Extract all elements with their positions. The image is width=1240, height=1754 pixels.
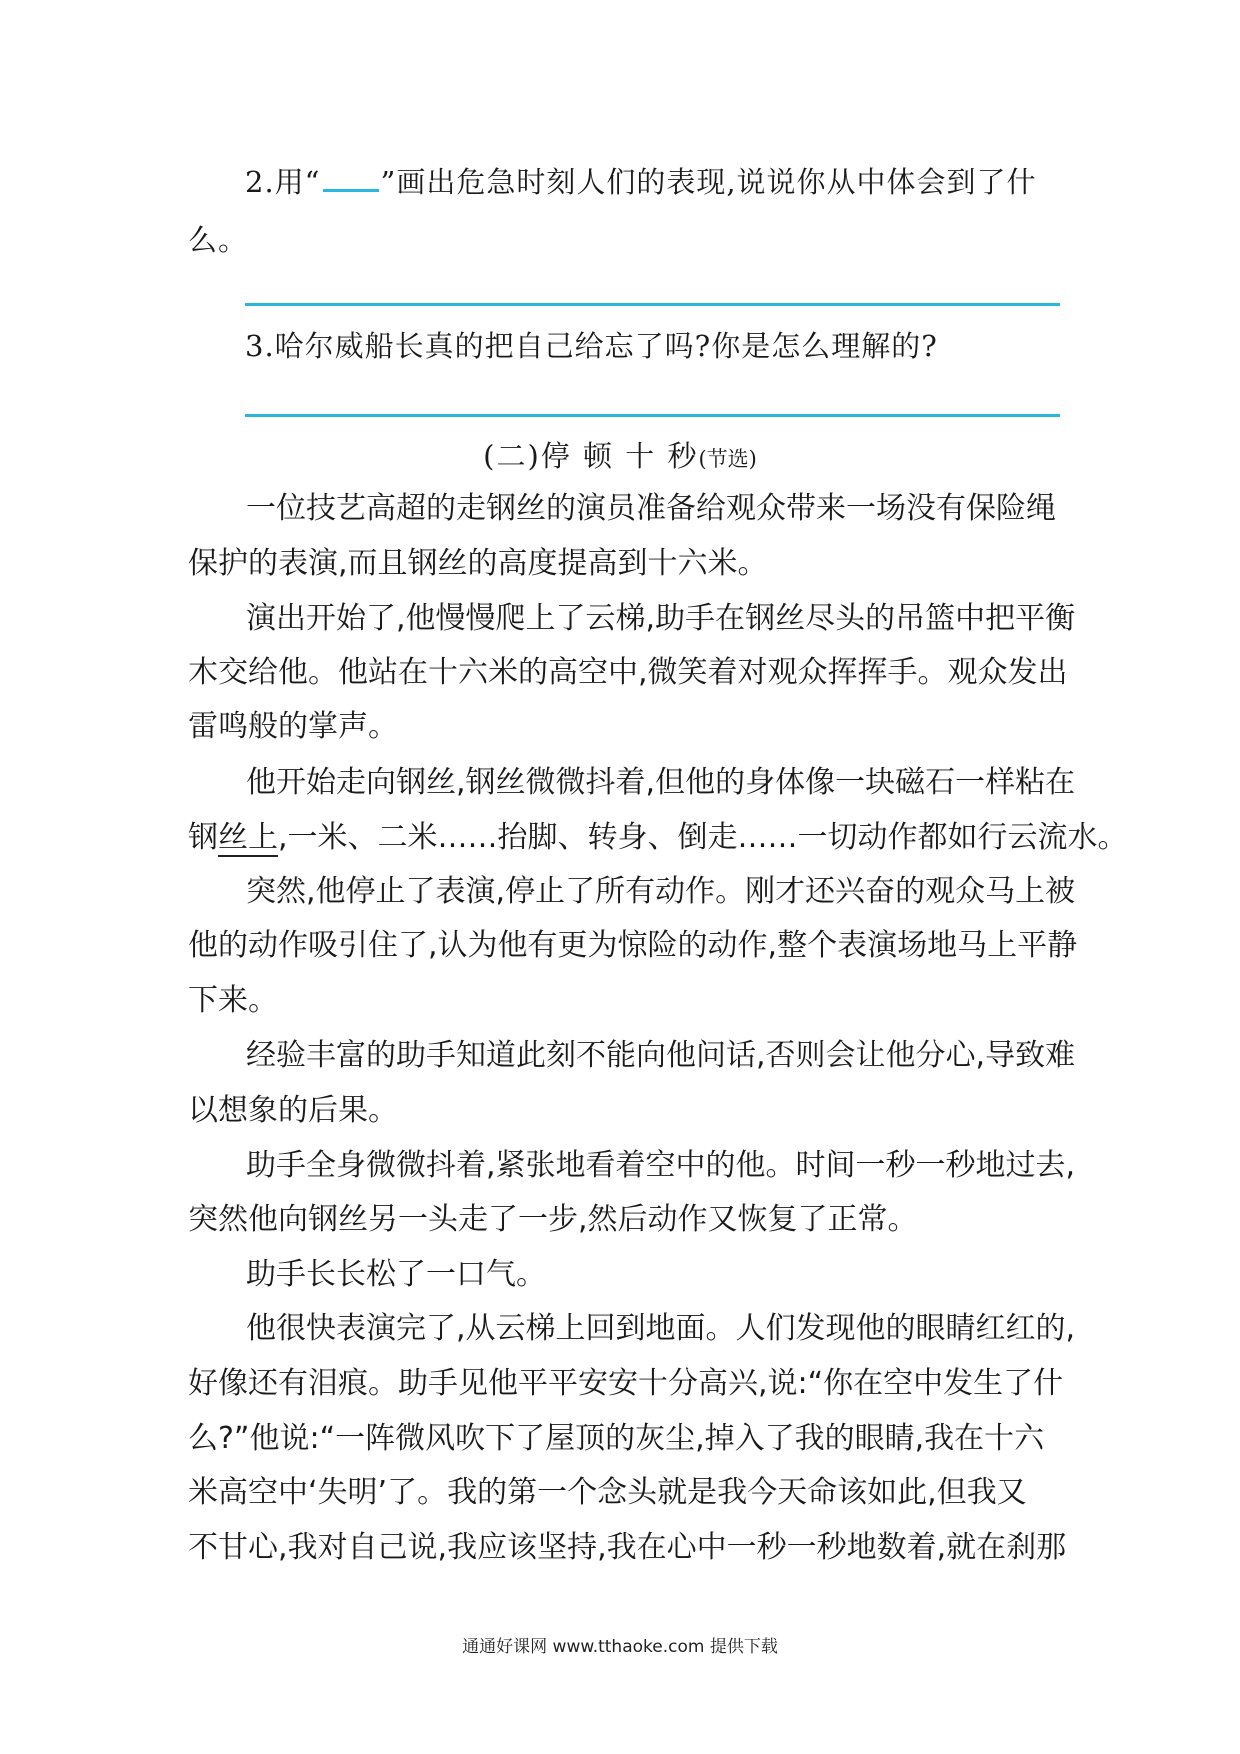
article-line: 他很快表演完了,从云梯上回到地面。人们发现他的眼睛红红的, — [246, 1311, 1076, 1346]
article-line: 他开始走向钢丝,钢丝微微抖着,但他的身体像一块磁石一样粘在 — [246, 765, 1076, 800]
article-line: 他的动作吸引住了,认为他有更为惊险的动作,整个表演场地马上平静 — [188, 928, 1078, 963]
article-line: 助手全身微微抖着,紧张地看着空中的他。时间一秒一秒地过去, — [246, 1148, 1076, 1183]
section-title — [0, 438, 1240, 477]
answer-line-q2[interactable] — [245, 303, 1060, 306]
article-line: 么?”他说:“一阵微风吹下了屋顶的灰尘,掉入了我的眼睛,我在十六 — [188, 1421, 1045, 1456]
answer-line-q3[interactable] — [245, 414, 1060, 417]
article-line: 木交给他。他站在十六米的高空中,微笑着对观众挥挥手。观众发出 — [188, 655, 1068, 690]
page-footer: 通通好课网 www.tthaoke.com 提供下载 — [462, 1637, 778, 1657]
question-3: 3.哈尔威船长真的把自己给忘了吗?你是怎么理解的? — [245, 329, 938, 363]
question-2-prefix: 2.用“ — [245, 165, 321, 199]
article-line: 突然,他停止了表演,停止了所有动作。刚才还兴奋的观众马上被 — [246, 874, 1076, 909]
article-line: 米高空中‘失明’了。我的第一个念头就是我今天命该如此,但我又 — [188, 1475, 1027, 1510]
article-line: 演出开始了,他慢慢爬上了云梯,助手在钢丝尽头的吊篮中把平衡 — [246, 601, 1076, 636]
question-2-suffix: ”画出危急时刻人们的表现,说说你从中体会到了什 — [380, 165, 1037, 199]
article-line — [188, 820, 1128, 856]
article-line: 雷鸣般的掌声。 — [188, 709, 398, 744]
article-line: 经验丰富的助手知道此刻不能向他问话,否则会让他分心,导致难 — [246, 1038, 1076, 1073]
article-line: 一位技艺高超的走钢丝的演员准备给观众带来一场没有保险绳 — [246, 491, 1056, 526]
section-title-note: (节选) — [698, 447, 757, 471]
question-2 — [245, 164, 1037, 200]
article-line: 突然他向钢丝另一头走了一步,然后动作又恢复了正常。 — [188, 1202, 918, 1237]
article-line: 好像还有泪痕。助手见他平平安安十分高兴,说:“你在空中发生了什 — [188, 1366, 1064, 1401]
article-text: ,一米、二米……抬脚、转身、倒走……一切动作都如行云流水。 — [278, 820, 1128, 855]
underlined-text: 丝上 — [218, 820, 278, 855]
section-title-text: (二)停 顿 十 秒 — [483, 439, 699, 473]
article-line: 下来。 — [188, 983, 278, 1018]
underline-sample-blank — [323, 167, 379, 192]
article-text: 钢 — [188, 820, 218, 855]
question-2-continuation: 么。 — [188, 223, 249, 257]
article-line: 以想象的后果。 — [188, 1093, 398, 1128]
article-line: 不甘心,我对自己说,我应该坚持,我在心中一秒一秒地数着,就在刹那 — [188, 1530, 1067, 1565]
article-line: 保护的表演,而且钢丝的高度提高到十六米。 — [188, 546, 768, 581]
article-line: 助手长长松了一口气。 — [246, 1257, 546, 1292]
